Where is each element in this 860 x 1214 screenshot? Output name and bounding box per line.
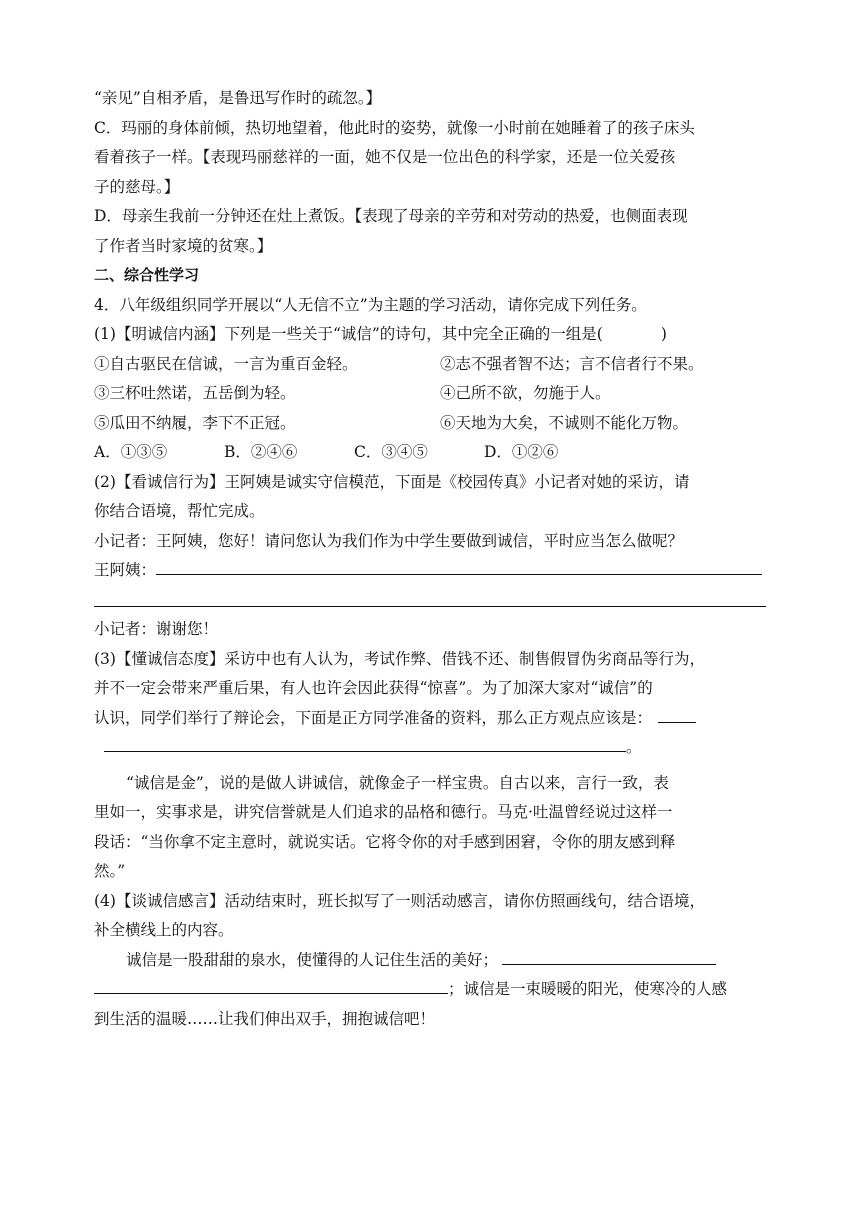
question-4-3-line-2: 并不一定会带来严重后果，有人也许会因此获得“惊喜”。为了加深大家对“诚信”的 xyxy=(94,679,653,697)
question-4-2-line-2: 你结合语境，帮忙完成。 xyxy=(94,502,265,520)
poem-row xyxy=(94,350,766,380)
poem-3: ③三杯吐然诺，五岳倒为轻。 xyxy=(94,384,296,402)
sentence-text-2: ；诚信是一束暖暖的阳光，使寒冷的人感 xyxy=(448,980,728,998)
question-4-stem: 4．八年级组织同学开展以“人无信不立”为主题的学习活动，请你完成下列任务。 xyxy=(94,295,647,314)
option-d[interactable]: D．①②⑥ xyxy=(484,443,559,461)
answer-blank-line xyxy=(94,586,766,616)
question-4-4-line-1: (4)【谈诚信感言】活动结束时，班长拟写了一则活动感言，请你仿照画线句，结合语境， xyxy=(94,891,705,910)
poem-6: ⑥天地为大矣，不诚则不能化万物。 xyxy=(440,413,689,432)
sentence-line-1 xyxy=(94,946,766,976)
poem-4: ④己所不欲，勿施于人。 xyxy=(440,384,611,402)
close-paren: ) xyxy=(660,325,667,343)
question-4-1 xyxy=(94,320,766,350)
option-c-line-3: 子的慈母。】 xyxy=(94,177,180,196)
reporter-question: 小记者：王阿姨，您好！请问您认为我们作为中学生要做到诚信，平时应当怎么做呢？ xyxy=(94,531,684,550)
viewpoint-blank-line xyxy=(94,733,766,763)
sentence-blank-2[interactable] xyxy=(94,975,448,994)
material-line-1: “诚信是金”，说的是做人讲诚信，就像金子一样宝贵。自古以来，言行一致，表 xyxy=(126,773,669,792)
poem-1: ①自古驱民在信诚，一言为重百金轻。 xyxy=(94,354,358,373)
answer-options xyxy=(94,438,766,468)
poem-2: ②志不强者智不达；言不信者行不果。 xyxy=(440,354,704,373)
sentence-line-2 xyxy=(94,975,766,1005)
poem-row xyxy=(94,409,766,439)
material-line-3: 段话：“当你拿不定主意时，就说实话。它将令你的对手感到困窘，令你的朋友感到释 xyxy=(94,832,676,851)
document-page xyxy=(94,84,766,1034)
reporter-thanks: 小记者：谢谢您！ xyxy=(94,620,219,638)
poem-row xyxy=(94,379,766,409)
option-d-line-2: 了作者当时家境的贫寒。】 xyxy=(94,236,273,255)
answer-blank-1[interactable] xyxy=(156,556,762,575)
option-c-line-1: C．玛丽的身体前倾，热切地望着，他此时的姿势，就像一小时前在她睡着了的孩子床头 xyxy=(94,118,695,137)
viewpoint-blank-1[interactable] xyxy=(658,704,696,723)
option-a[interactable]: A．①③⑤ xyxy=(94,443,168,461)
question-4-3-line-1: (3)【懂诚信态度】采访中也有人认为，考试作弊、借钱不还、制售假冒伪劣商品等行为， xyxy=(94,649,705,668)
option-b[interactable]: B．②④⑥ xyxy=(224,443,298,461)
option-d-line-1: D．母亲生我前一分钟还在灶上煮饭。【表现了母亲的辛劳和对劳动的热爱，也侧面表现 xyxy=(94,207,688,225)
poem-5: ⑤瓜田不纳履，李下不正冠。 xyxy=(94,413,296,432)
sentence-blank-1[interactable] xyxy=(502,946,716,965)
section-heading: 二、综合性学习 xyxy=(94,266,200,284)
question-4-3-line-3 xyxy=(94,704,766,734)
material-line-4: 然。” xyxy=(94,862,126,880)
question-4-3-text: 认识，同学们举行了辩论会，下面是正方同学准备的资料，那么正方观点应该是： xyxy=(94,708,653,727)
question-4-2-line-1: (2)【看诚信行为】王阿姨是诚实守信模范，下面是《校园传真》小记者对她的采访，请 xyxy=(94,472,690,491)
viewpoint-blank-2[interactable] xyxy=(104,733,626,752)
material-line-2: 里如一，实事求是，讲究信誉就是人们追求的品格和德行。马克·吐温曾经说过这样一 xyxy=(94,803,673,821)
wang-label: 王阿姨： xyxy=(94,561,157,579)
period: 。 xyxy=(626,738,642,756)
sentence-text-1: 诚信是一股甜甜的泉水，使懂得的人记住生活的美好； xyxy=(126,950,499,969)
question-4-4-line-2: 补全横线上的内容。 xyxy=(94,921,234,939)
answer-blank-2[interactable] xyxy=(94,606,766,607)
wang-answer-line xyxy=(94,556,766,586)
text-line: “亲见”自相矛盾，是鲁迅写作时的疏忽。】 xyxy=(94,89,382,107)
sentence-line-3: 到生活的温暖……让我们伸出双手，拥抱诚信吧！ xyxy=(94,1009,436,1028)
option-c-line-2: 看着孩子一样。【表现玛丽慈祥的一面，她不仅是一位出色的科学家，还是一位关爱孩 xyxy=(94,148,676,166)
option-c[interactable]: C．③④⑤ xyxy=(354,443,428,461)
question-4-1-text: (1)【明诚信内涵】下列是一些关于“诚信”的诗句，其中完全正确的一组是( xyxy=(94,325,603,343)
